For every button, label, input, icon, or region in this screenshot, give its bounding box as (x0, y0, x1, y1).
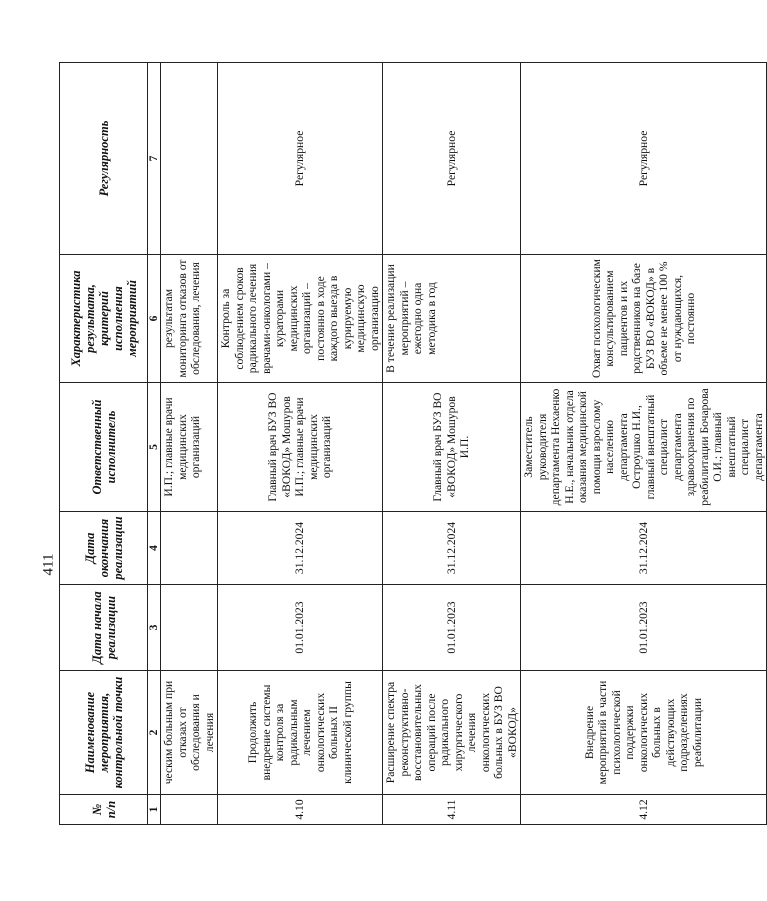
col-number: 4 (148, 512, 161, 585)
row-name: Внедрение мероприятий в части психологической поддержки онкологических больных в действующих подразделениях реабилитации (521, 671, 767, 795)
header-responsible: Ответственный исполнитель (60, 383, 148, 512)
header-no: № п/п (60, 795, 148, 825)
row-result: В течение реализации мероприятий – ежегодно одна методика в год (383, 255, 521, 383)
header-row (60, 63, 148, 825)
row-start-date: 01.01.2023 (383, 585, 521, 671)
rotated-table-container (59, 63, 765, 825)
col-number: 2 (148, 671, 161, 795)
row-start-date: 01.01.2023 (218, 585, 383, 671)
row-start-date: 01.01.2023 (521, 585, 767, 671)
row-end-date: 31.12.2024 (218, 512, 383, 585)
header-regularity: Регулярность (60, 63, 148, 255)
row-number: 4.10 (218, 795, 383, 825)
row-responsible: Главный врач БУЗ ВО «ВОКОД» Мошуров И.П.; главные врачи медицинских организаций (218, 383, 383, 512)
row-number: 4.11 (383, 795, 521, 825)
row-name: Продолжить внедрение системы контроля за радикальным лечением онкологических больных II клинической группы (218, 671, 383, 795)
row-regularity (161, 63, 218, 255)
col-number: 3 (148, 585, 161, 671)
row-result: Охват психологическим консультированием пациентов и их родственников на базе БУЗ ВО «ВОКОД» в объеме не менее 100 % от нуждающихся, постоянно (521, 255, 767, 383)
row-number: 4.12 (521, 795, 767, 825)
header-name: Наименование мероприятия, контрольной точки (60, 671, 148, 795)
row-regularity: Регулярное (521, 63, 767, 255)
col-number: 1 (148, 795, 161, 825)
row-end-date: 31.12.2024 (521, 512, 767, 585)
row-name: ческим больным при отказах от обследования и лечения (161, 671, 218, 795)
activities-table (59, 62, 767, 825)
header-result: Характеристика результата, критерий исполнения мероприятий (60, 255, 148, 383)
row-responsible: Заместитель руководителя департамента Нехаенко Н.Е., начальник отдела оказания медицинской помощи взрослому населению департамента Остроушко Н.И., главный внештатный специалист департамента здравоохранения по реабилитации Бочарова О.И.; главный внештатный специалист департамента (521, 383, 767, 512)
row-result: Контроль за соблюдением сроков радикального лечения врачами-онкологами – кураторами медицинских организаций – постоянно в ходе каждого выезда в курируемую медицинскую организацию (218, 255, 383, 383)
col-number: 5 (148, 383, 161, 512)
col-number: 6 (148, 255, 161, 383)
page-number: 411 (40, 553, 57, 576)
table-row (161, 63, 218, 825)
row-result: результатам мониторинга отказов от обследования, лечения (161, 255, 218, 383)
table-row (218, 63, 383, 825)
header-end: Дата окончания реализации (60, 512, 148, 585)
row-responsible: И.П.; главные врачи медицинских организаций (161, 383, 218, 512)
row-regularity: Регулярное (383, 63, 521, 255)
table-row (521, 63, 767, 825)
row-end-date (161, 512, 218, 585)
row-regularity: Регулярное (218, 63, 383, 255)
row-responsible: Главный врач БУЗ ВО «ВОКОД» Мошуров И.П. (383, 383, 521, 512)
row-name: Расширение спектра реконструктивно-восстановительных операций после радикального хирургического лечения онкологических больных в БУЗ ВО «ВОКОД» (383, 671, 521, 795)
row-end-date: 31.12.2024 (383, 512, 521, 585)
row-start-date (161, 585, 218, 671)
col-number: 7 (148, 63, 161, 255)
table-row (383, 63, 521, 825)
header-start: Дата начала реализации (60, 585, 148, 671)
row-number (161, 795, 218, 825)
column-number-row (148, 63, 161, 825)
